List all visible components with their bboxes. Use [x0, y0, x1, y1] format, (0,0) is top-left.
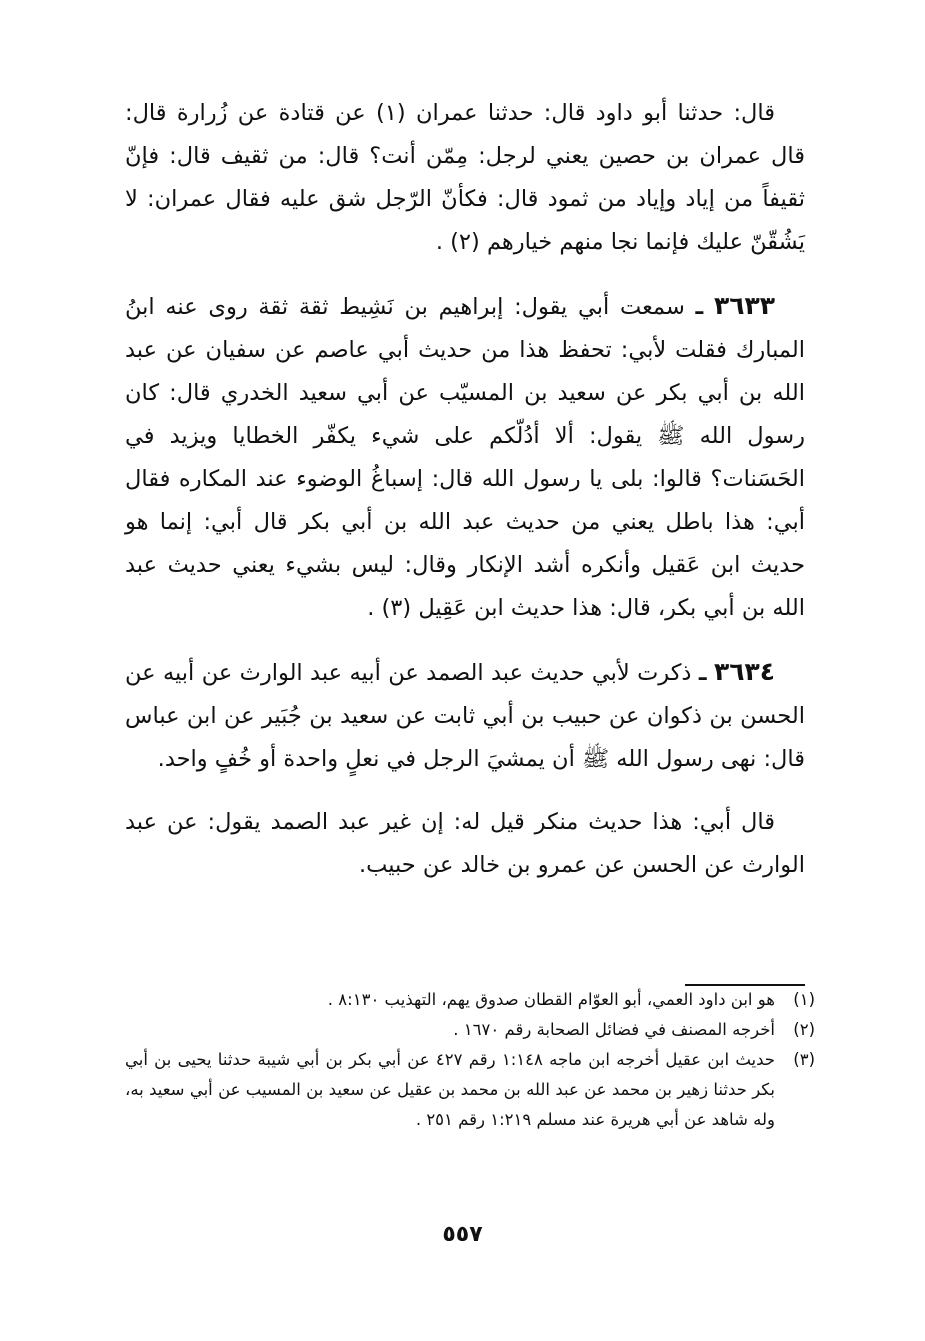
hadith-number: ٣٦٣٤ — [713, 657, 775, 686]
paragraph-intro — [125, 92, 805, 264]
paragraph-3634 — [125, 650, 805, 781]
number-separator: ـ — [695, 294, 704, 320]
footnote-1 — [125, 985, 815, 1015]
footnote-3 — [125, 1045, 815, 1135]
footnotes — [125, 985, 815, 1135]
number-separator: ـ — [698, 660, 707, 686]
footnote-mark: (٣) — [793, 1050, 815, 1069]
paragraph-3633 — [125, 284, 805, 630]
main-text — [125, 92, 805, 907]
footnote-mark: (٢) — [793, 1020, 815, 1039]
paragraph-text: قال أبي: هذا حديث منكر قيل له: إن غير عبد الصمد يقول: عن عبد الوارث عن الحسن عن عمرو بن خالد عن حبيب. — [125, 809, 805, 878]
footnote-text: هو ابن داود العمي، أبو العوّام القطان صدوق يهم، التهذيب ٨:١٣٠ . — [327, 990, 775, 1009]
footnote-text: أخرجه المصنف في فضائل الصحابة رقم ١٦٧٠ . — [453, 1020, 775, 1039]
footnote-text: حديث ابن عقيل أخرجه ابن ماجه ١:١٤٨ رقم ٤٢٧ عن أبي بكر بن أبي شيبة حدثنا يحيى بن أبي بكر حدثنا زهير بن محمد عن عبد الله بن محمد بن عقيل عن سعيد بن المسيب عن أبي سعيد به، وله شاهد عن أبي هريرة عند مسلم ١:٢١٩ رقم ٢٥١ . — [125, 1050, 775, 1129]
page-number: ٥٥٧ — [442, 1222, 483, 1247]
hadith-number: ٣٦٣٣ — [713, 291, 775, 320]
paragraph-text: ذكرت لأبي حديث عبد الصمد عن أبيه عبد الوارث عن أبيه عن الحسن بن ذكوان عن حبيب بن أبي ثابت عن سعيد بن جُبَير عن ابن عباس قال: نهى رسول الله ﷺ أن يمشيَ الرجل في نعلٍ واحدة أو خُفٍ واحد. — [125, 660, 805, 772]
footnote-mark: (١) — [793, 990, 815, 1009]
footnote-2 — [125, 1015, 815, 1045]
paragraph-text: سمعت أبي يقول: إبراهيم بن نَشِيط ثقة ثقة روى عنه ابنُ المبارك فقلت لأبي: تحفظ هذا من حديث أبي عاصم عن سفيان عن عبد الله بن أبي بكر عن سعيد بن المسيّب عن أبي سعيد الخدري قال: كان رسول الله ﷺ يقول: ألا أدُلّكم على شيء يكفّر الخطايا ويزيد في الحَسَنات؟ قالوا: بلى يا رسول الله قال: إسباغُ الوضوء عند المكاره فقال أبي: هذا باطل يعني من حديث عبد الله بن أبي بكر قال أبي: إنما هو حديث ابن عَقيل وأنكره أشد الإنكار وقال: ليس بشيء يعني حديث عبد الله بن أبي بكر، قال: هذا حديث ابن عَقِيل (٣) . — [125, 294, 805, 621]
paragraph-commentary — [125, 801, 805, 887]
paragraph-text: قال: حدثنا أبو داود قال: حدثنا عمران (١) عن قتادة عن زُرارة قال: قال عمران بن حصين يعني لرجل: مِمّن أنت؟ قال: من ثقيف قال: فإنّ ثقيفاً من إياد وإياد من ثمود قال: فكأنّ الرّجل شق عليه فقال عمران: لا يَشُقّنّ عليك فإنما نجا منهم خيارهم (٢) . — [125, 100, 805, 255]
